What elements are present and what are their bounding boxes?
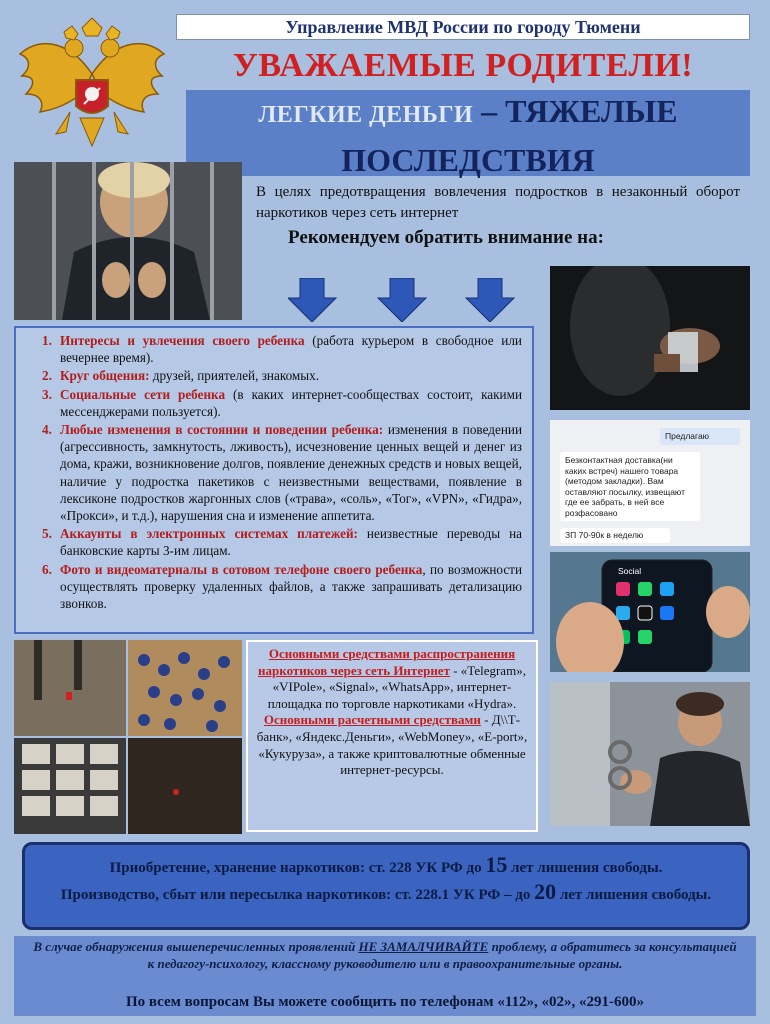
law-line-2: Производство, сбыт или пересылка наркотиков: ст. 228.1 УК РФ – до 20 лет лишения свободы. bbox=[60, 879, 712, 904]
list-item: 6. Фото и видеоматериалы в сотовом телефоне своего ребенка, по возможности осуществлять проверку удаленных файлов, а также запрашивать детализацию звонков. bbox=[42, 561, 523, 612]
phone-folder-label: Social bbox=[618, 566, 642, 576]
list-item: 3. Социальные сети ребенка (в каких интернет-сообществах состоит, какими мессенджерами пользуется). bbox=[42, 386, 522, 419]
subtitle-banner bbox=[186, 90, 750, 176]
chat-message-left: Безконтактная доставка(ни каких встреч) нашего товара (методом закладки). Вам оставляют посылку, извещают где ее забрать, в ней все розфасовано bbox=[560, 452, 700, 521]
means-text-1: - «Telegram», «VIPole», «Signal», «WhatsApp», интернет-площадка по торговле наркотиками «Hydra». bbox=[267, 662, 526, 711]
footer-advice-text: В случае обнаружения вышеперечисленных проявлений НЕ ЗАМАЛЧИВАЙТЕ проблему, а обратитесь за консультацией к педагогу-психологу, классному руководителю или в правоохранительные органы. bbox=[33, 939, 737, 971]
coat-of-arms-emblem bbox=[12, 14, 172, 154]
list-item: 1. Интересы и увлечения своего ребенка (работа курьером в свободное или вечернее время). bbox=[42, 333, 522, 366]
chat-message-price: ЗП 70-90к в неделю bbox=[560, 528, 670, 543]
do-not-stay-silent-text: НЕ ЗАМАЛЧИВАЙТЕ bbox=[358, 939, 489, 954]
means-heading-2: Основными расчетными средствами bbox=[263, 712, 481, 728]
teen-behind-bars-photo bbox=[14, 162, 242, 320]
subtitle-dash-text: – ТЯЖЕЛЫЕ bbox=[473, 93, 678, 129]
arrow-down-icon bbox=[466, 278, 514, 322]
arrow-down-icon bbox=[288, 278, 336, 322]
chat-message-right: Предлагаю bbox=[660, 428, 740, 445]
down-arrows bbox=[288, 278, 516, 322]
agency-name-banner: Управление МВД России по городу Тюмени bbox=[176, 14, 750, 40]
arrow-down-icon bbox=[378, 278, 426, 322]
contact-phones: По всем вопросам Вы можете сообщить по телефонам «112», «02», «291-600» bbox=[125, 994, 645, 1010]
intro-paragraph: В целях предотвращения вовлечения подростков в незаконный оборот наркотиков через сеть интернет bbox=[256, 184, 740, 221]
drug-collage-photo bbox=[14, 640, 242, 834]
means-heading-1: Основными средствами распространения наркотиков через сеть Интернет bbox=[258, 646, 516, 678]
list-item: 5. Аккаунты в электронных системах платежей: неизвестные переводы на банковские карты 3-им лицам. bbox=[42, 526, 522, 559]
recommendations-list bbox=[14, 326, 534, 634]
chat-screenshot bbox=[550, 420, 750, 546]
law-line-1: Приобретение, хранение наркотиков: ст. 228 УК РФ до 15 лет лишения свободы. bbox=[109, 852, 663, 877]
criminal-liability-box bbox=[22, 842, 750, 930]
drug-packet-photo bbox=[550, 266, 750, 410]
handcuffed-teen-photo bbox=[550, 682, 750, 826]
list-item: 2. Круг общения: друзей, приятелей, знакомых. bbox=[42, 368, 320, 384]
subtitle-dark-text: ПОСЛЕДСТВИЯ bbox=[341, 142, 595, 178]
distribution-means-box bbox=[246, 640, 538, 832]
smartphone-apps-photo bbox=[550, 552, 750, 672]
list-item: 4. Любые изменения в состоянии и поведении ребенка: изменения в поведении (агрессивность, замкнутость, лживость), исчезновение ценных вещей и денег из дома, кражи, возникновение долгов, появление денежных средств и новых вещей, наличие у подростка пакетиков с неизвестными веществами, появление в лексиконе подростков жаргонных слов («трава», «соль», «Тог», «VPN», «Гидра», «Прокси», и т.д.), нарушения сна и изменение аппетита. bbox=[42, 422, 522, 524]
means-text-2: - Д\\Т-банк», «Яндекс.Деньги», «WebMoney», «E-port», «Кукуруза», а также криптовалютные обменные интернет-ресурсы. bbox=[256, 712, 528, 778]
recommend-heading: Рекомендуем обратить внимание на: bbox=[288, 227, 604, 248]
subtitle-light-text: ЛЕГКИЕ ДЕНЬГИ bbox=[258, 102, 474, 128]
poster-title: УВАЖАЕМЫЕ РОДИТЕЛИ! bbox=[232, 47, 694, 84]
